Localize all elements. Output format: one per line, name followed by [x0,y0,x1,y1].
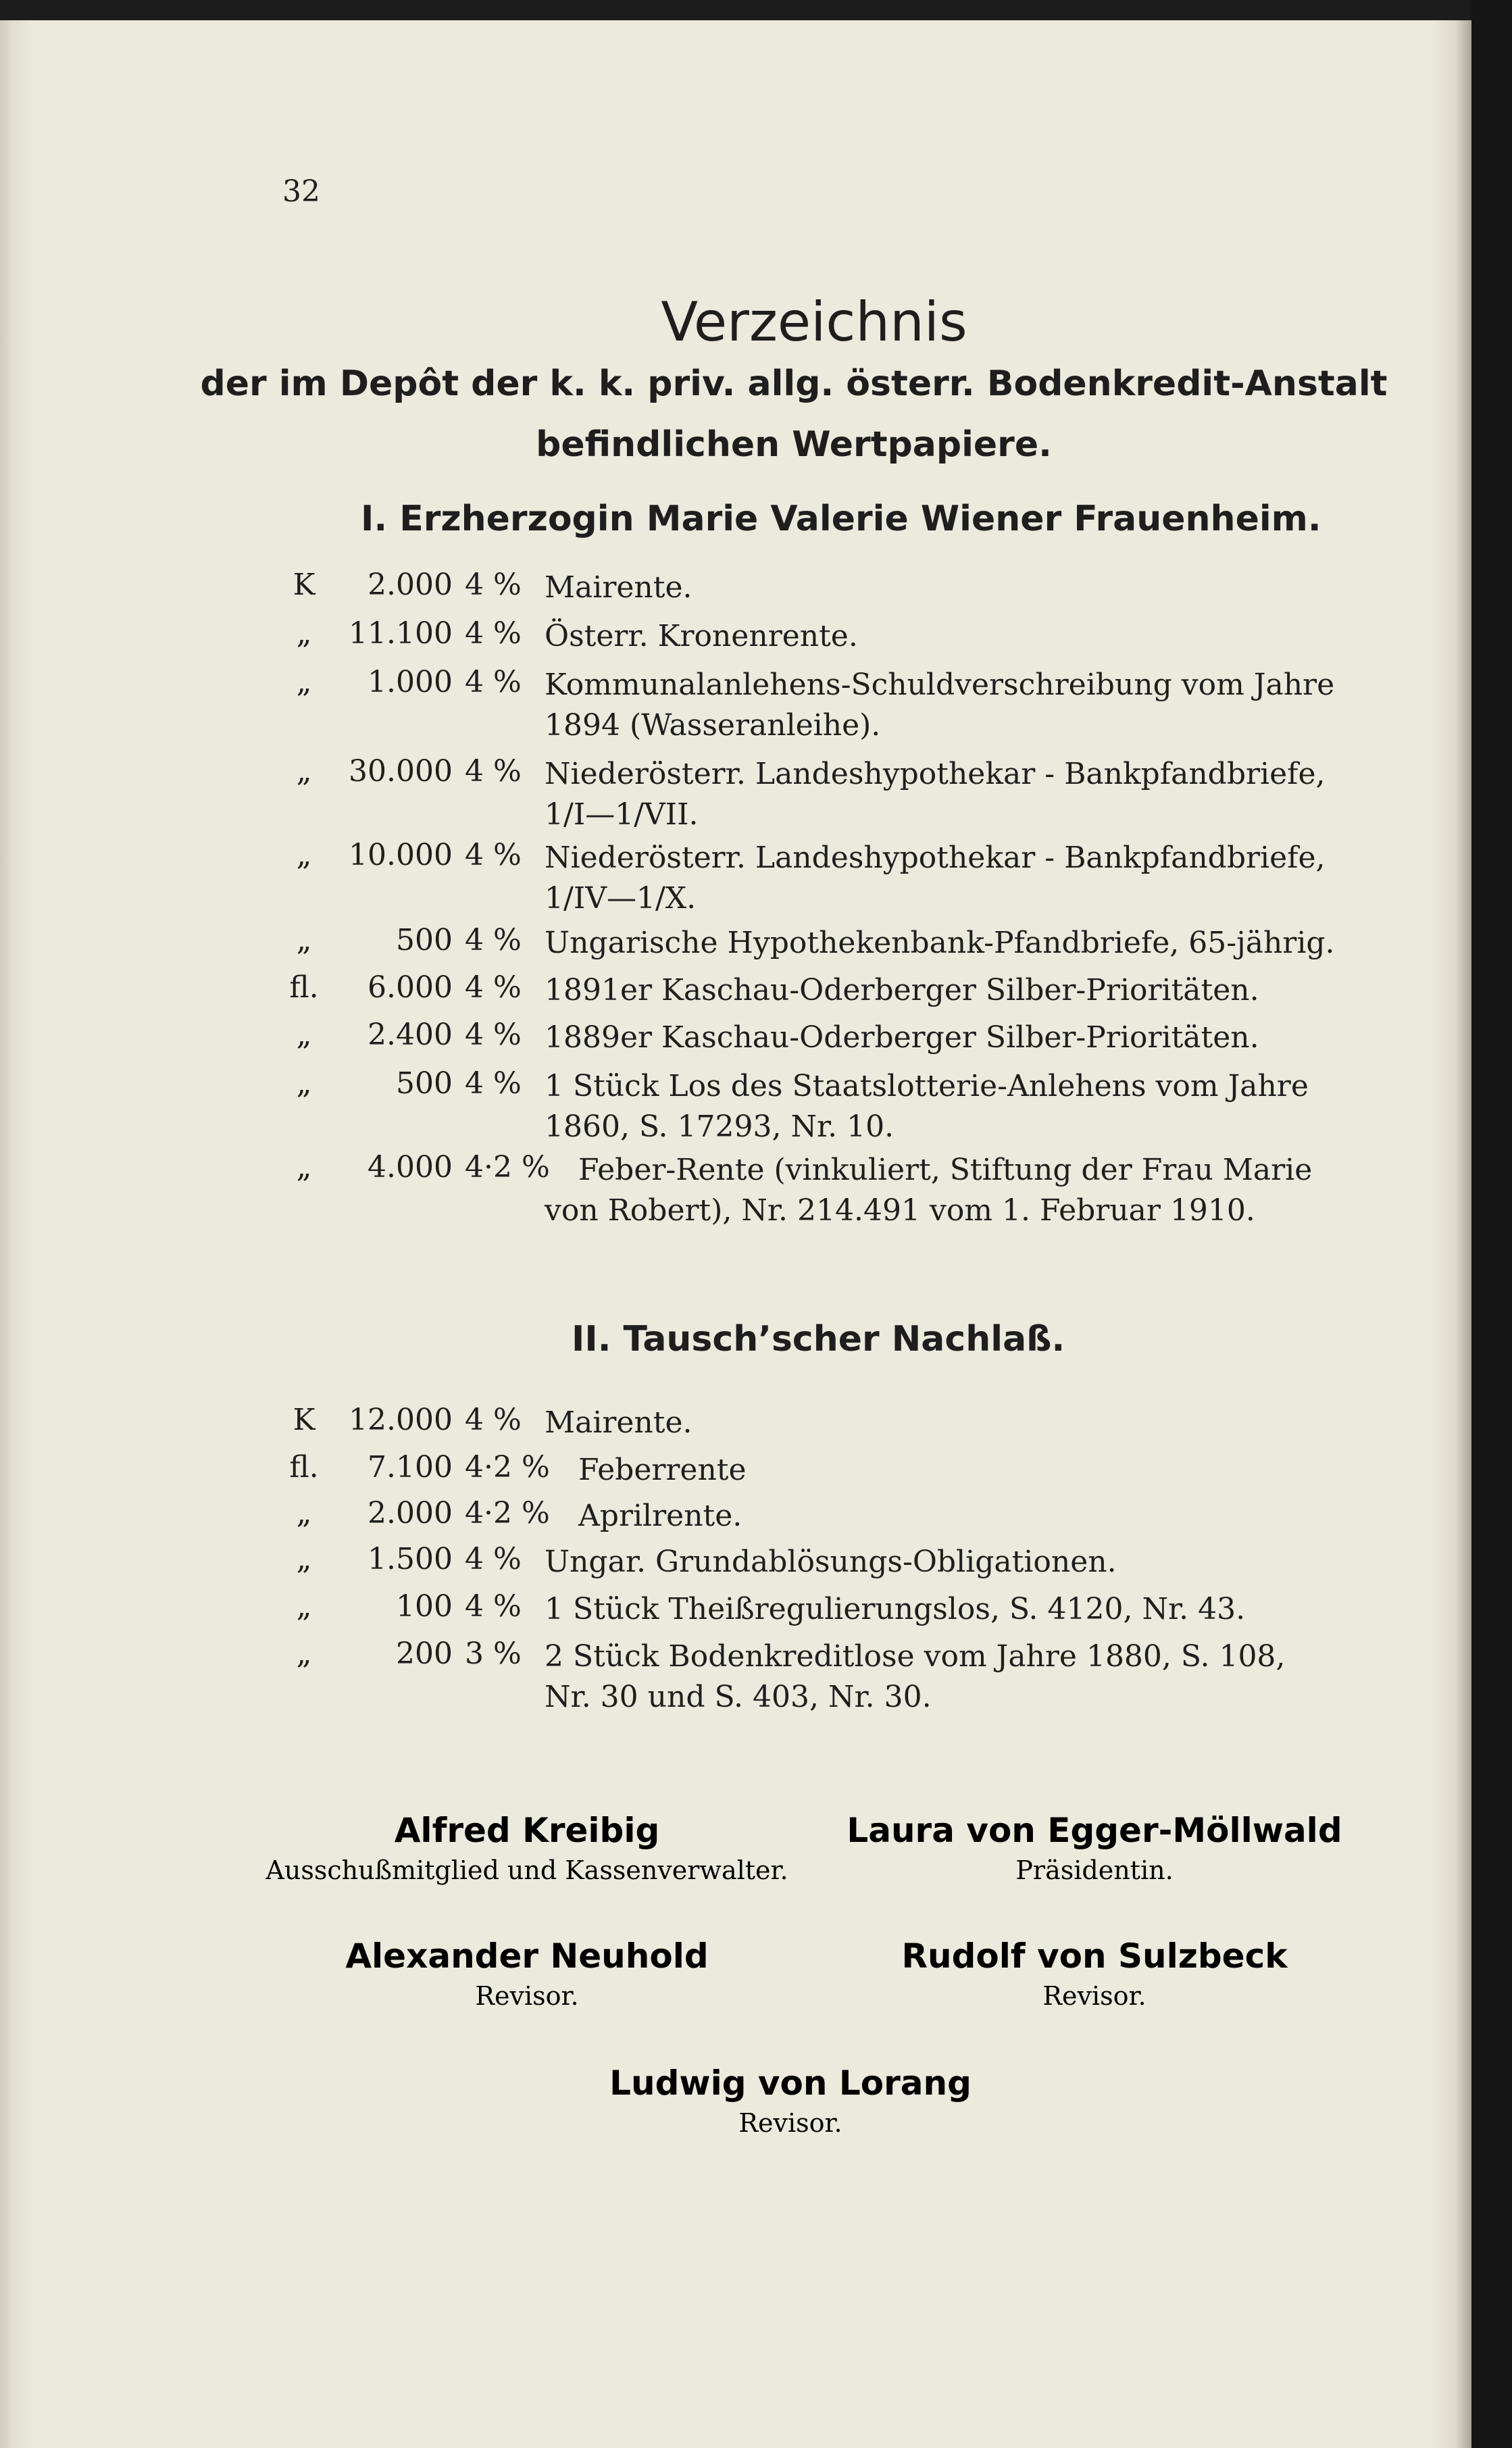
entry-amount: 10.000 [349,838,453,872]
entry-description-line: Niederösterr. Landeshypothekar - Bankpfandbriefe, [545,841,1326,875]
entry-description [545,1018,1259,1058]
entry-description-line: Aprilrente. [578,1499,742,1533]
entry-rate: 3 % [465,1637,522,1671]
entry-amount: 100 [396,1589,453,1624]
entry-currency: fl. [289,970,319,1005]
signatory-role: Revisor. [738,2108,842,2138]
entry-currency: „ [296,1150,312,1184]
entry-description [545,1066,1309,1147]
signatory-name: Rudolf von Sulzbeck [901,1937,1288,1976]
signature-block [817,1811,1371,1885]
entry-amount: 2.000 [368,568,453,602]
entry-rate: 4 % [465,838,522,872]
signatory-name: Ludwig von Lorang [609,2064,972,2103]
entry-rate: 4 % [465,970,522,1005]
entry-amount: 12.000 [349,1403,453,1437]
entry-description-line: Feber-Rente (vinkuliert, Stiftung der Frau Marie [578,1153,1313,1187]
entry-amount: 2.000 [368,1496,453,1530]
entry-description-line: 1891er Kaschau-Oderberger Silber-Prioritäten. [545,973,1259,1007]
entry-description-line: Nr. 30 und S. 403, Nr. 30. [545,1680,932,1714]
entry-description [545,616,858,657]
entry-rate: 4 % [465,616,522,651]
entry-currency: „ [296,838,312,872]
entry-rate: 4 % [465,923,522,957]
entry-description-line: Niederösterr. Landeshypothekar - Bankpfandbriefe, [545,757,1326,791]
entry-currency: „ [296,754,312,789]
entry-description-line: 1889er Kaschau-Oderberger Silber-Prioritäten. [545,1020,1259,1055]
entry-currency: „ [296,1542,312,1576]
entry-amount: 1.500 [368,1542,453,1576]
entry-amount: 200 [396,1637,453,1671]
entry-amount: 500 [396,923,453,957]
entry-amount: 500 [396,1066,453,1101]
entry-description [545,568,692,608]
signatory-role: Revisor. [1042,1981,1146,2011]
signatory-role: Präsidentin. [1015,1855,1174,1885]
signatory-name: Alfred Kreibig [394,1811,660,1850]
entry-rate: 4 % [465,1589,522,1624]
subtitle-line-1: der im Depôt der k. k. priv. allg. österr. Bodenkredit-Anstalt [200,364,1388,404]
entry-amount: 11.100 [349,616,453,651]
entry-description-line: 1 Stück Theißregulierungslos, S. 4120, Nr. 43. [545,1592,1246,1626]
entry-rate: 4·2 % [465,1150,550,1184]
entry-amount: 1.000 [368,665,453,699]
entry-description [545,838,1325,919]
entry-rate: 4 % [465,1542,522,1576]
signatory-role: Ausschußmitglied und Kassenverwalter. [266,1855,788,1885]
signature-block [817,1937,1371,2011]
entry-currency: K [293,568,316,602]
entry-rate: 4·2 % [465,1496,550,1530]
page-title: Verzeichnis [661,291,967,353]
entry-description-line: Österr. Kronenrente. [545,619,858,653]
entry-currency: „ [296,616,312,651]
signature-block [513,2064,1067,2138]
signature-block [250,1811,804,1885]
entry-currency: „ [296,1066,312,1101]
section-2-heading: II. Tausch’scher Nachlaß. [572,1319,1065,1359]
entry-currency: fl. [289,1450,319,1484]
entry-description [545,1403,692,1443]
signatory-role: Revisor. [475,1981,579,2011]
entry-description [545,754,1325,835]
entry-amount: 30.000 [349,754,453,789]
entry-currency: „ [296,923,312,957]
subtitle-line-2: befindlichen Wertpapiere. [536,424,1052,465]
entry-description-line: Ungar. Grundablösungs-Obligationen. [545,1545,1117,1579]
signatory-name: Alexander Neuhold [345,1937,709,1976]
entry-description-line: 1894 (Wasseranleihe). [545,708,881,743]
page-number: 32 [282,174,320,209]
signature-block [250,1937,804,2011]
entry-description [578,1496,742,1537]
entry-currency: „ [296,1496,312,1530]
signatory-name: Laura von Egger-Möllwald [847,1811,1342,1850]
entry-description [545,1637,1285,1718]
entry-description [545,923,1335,964]
entry-rate: 4 % [465,1403,522,1437]
entry-amount: 6.000 [368,970,453,1005]
entry-currency: K [293,1403,316,1437]
entry-rate: 4 % [465,1018,522,1052]
entry-description-line: 1/I—1/VII. [545,797,699,832]
entry-rate: 4 % [465,568,522,602]
entry-description-line: 2 Stück Bodenkreditlose vom Jahre 1880, S. 108, [545,1639,1286,1674]
entry-description-line: Mairente. [545,1405,692,1440]
entry-currency: „ [296,1018,312,1052]
entry-description-line: Feberrente [578,1453,747,1487]
entry-description [578,1450,747,1491]
entry-rate: 4 % [465,1066,522,1101]
entry-currency: „ [296,1637,312,1671]
entry-description-line: 1 Stück Los des Staatslotterie-Anlehens vom Jahre [545,1069,1309,1103]
entry-currency: „ [296,1589,312,1624]
entry-description [545,1589,1245,1630]
entry-amount: 4.000 [368,1150,453,1184]
entry-description-line: von Robert), Nr. 214.491 vom 1. Februar 1910. [545,1193,1255,1228]
section-1-heading: I. Erzherzogin Marie Valerie Wiener Frauenheim. [361,499,1321,539]
entry-rate: 4 % [465,754,522,789]
entry-currency: „ [296,665,312,699]
entry-description-line: 1860, S. 17293, Nr. 10. [545,1109,894,1144]
entry-description-line: Mairente. [545,570,692,605]
entry-description-line: Kommunalanlehens-Schuldverschreibung vom Jahre [545,668,1335,702]
entry-description [545,665,1334,746]
entry-description [545,1542,1117,1582]
entry-description-line: Ungarische Hypothekenbank-Pfandbriefe, 65-jährig. [545,926,1335,960]
entry-amount: 7.100 [368,1450,453,1484]
entry-description [545,1150,1313,1231]
entry-description [545,970,1259,1011]
entry-rate: 4·2 % [465,1450,550,1484]
entry-amount: 2.400 [368,1018,453,1052]
entry-description-line: 1/IV—1/X. [545,881,697,916]
entry-rate: 4 % [465,665,522,699]
